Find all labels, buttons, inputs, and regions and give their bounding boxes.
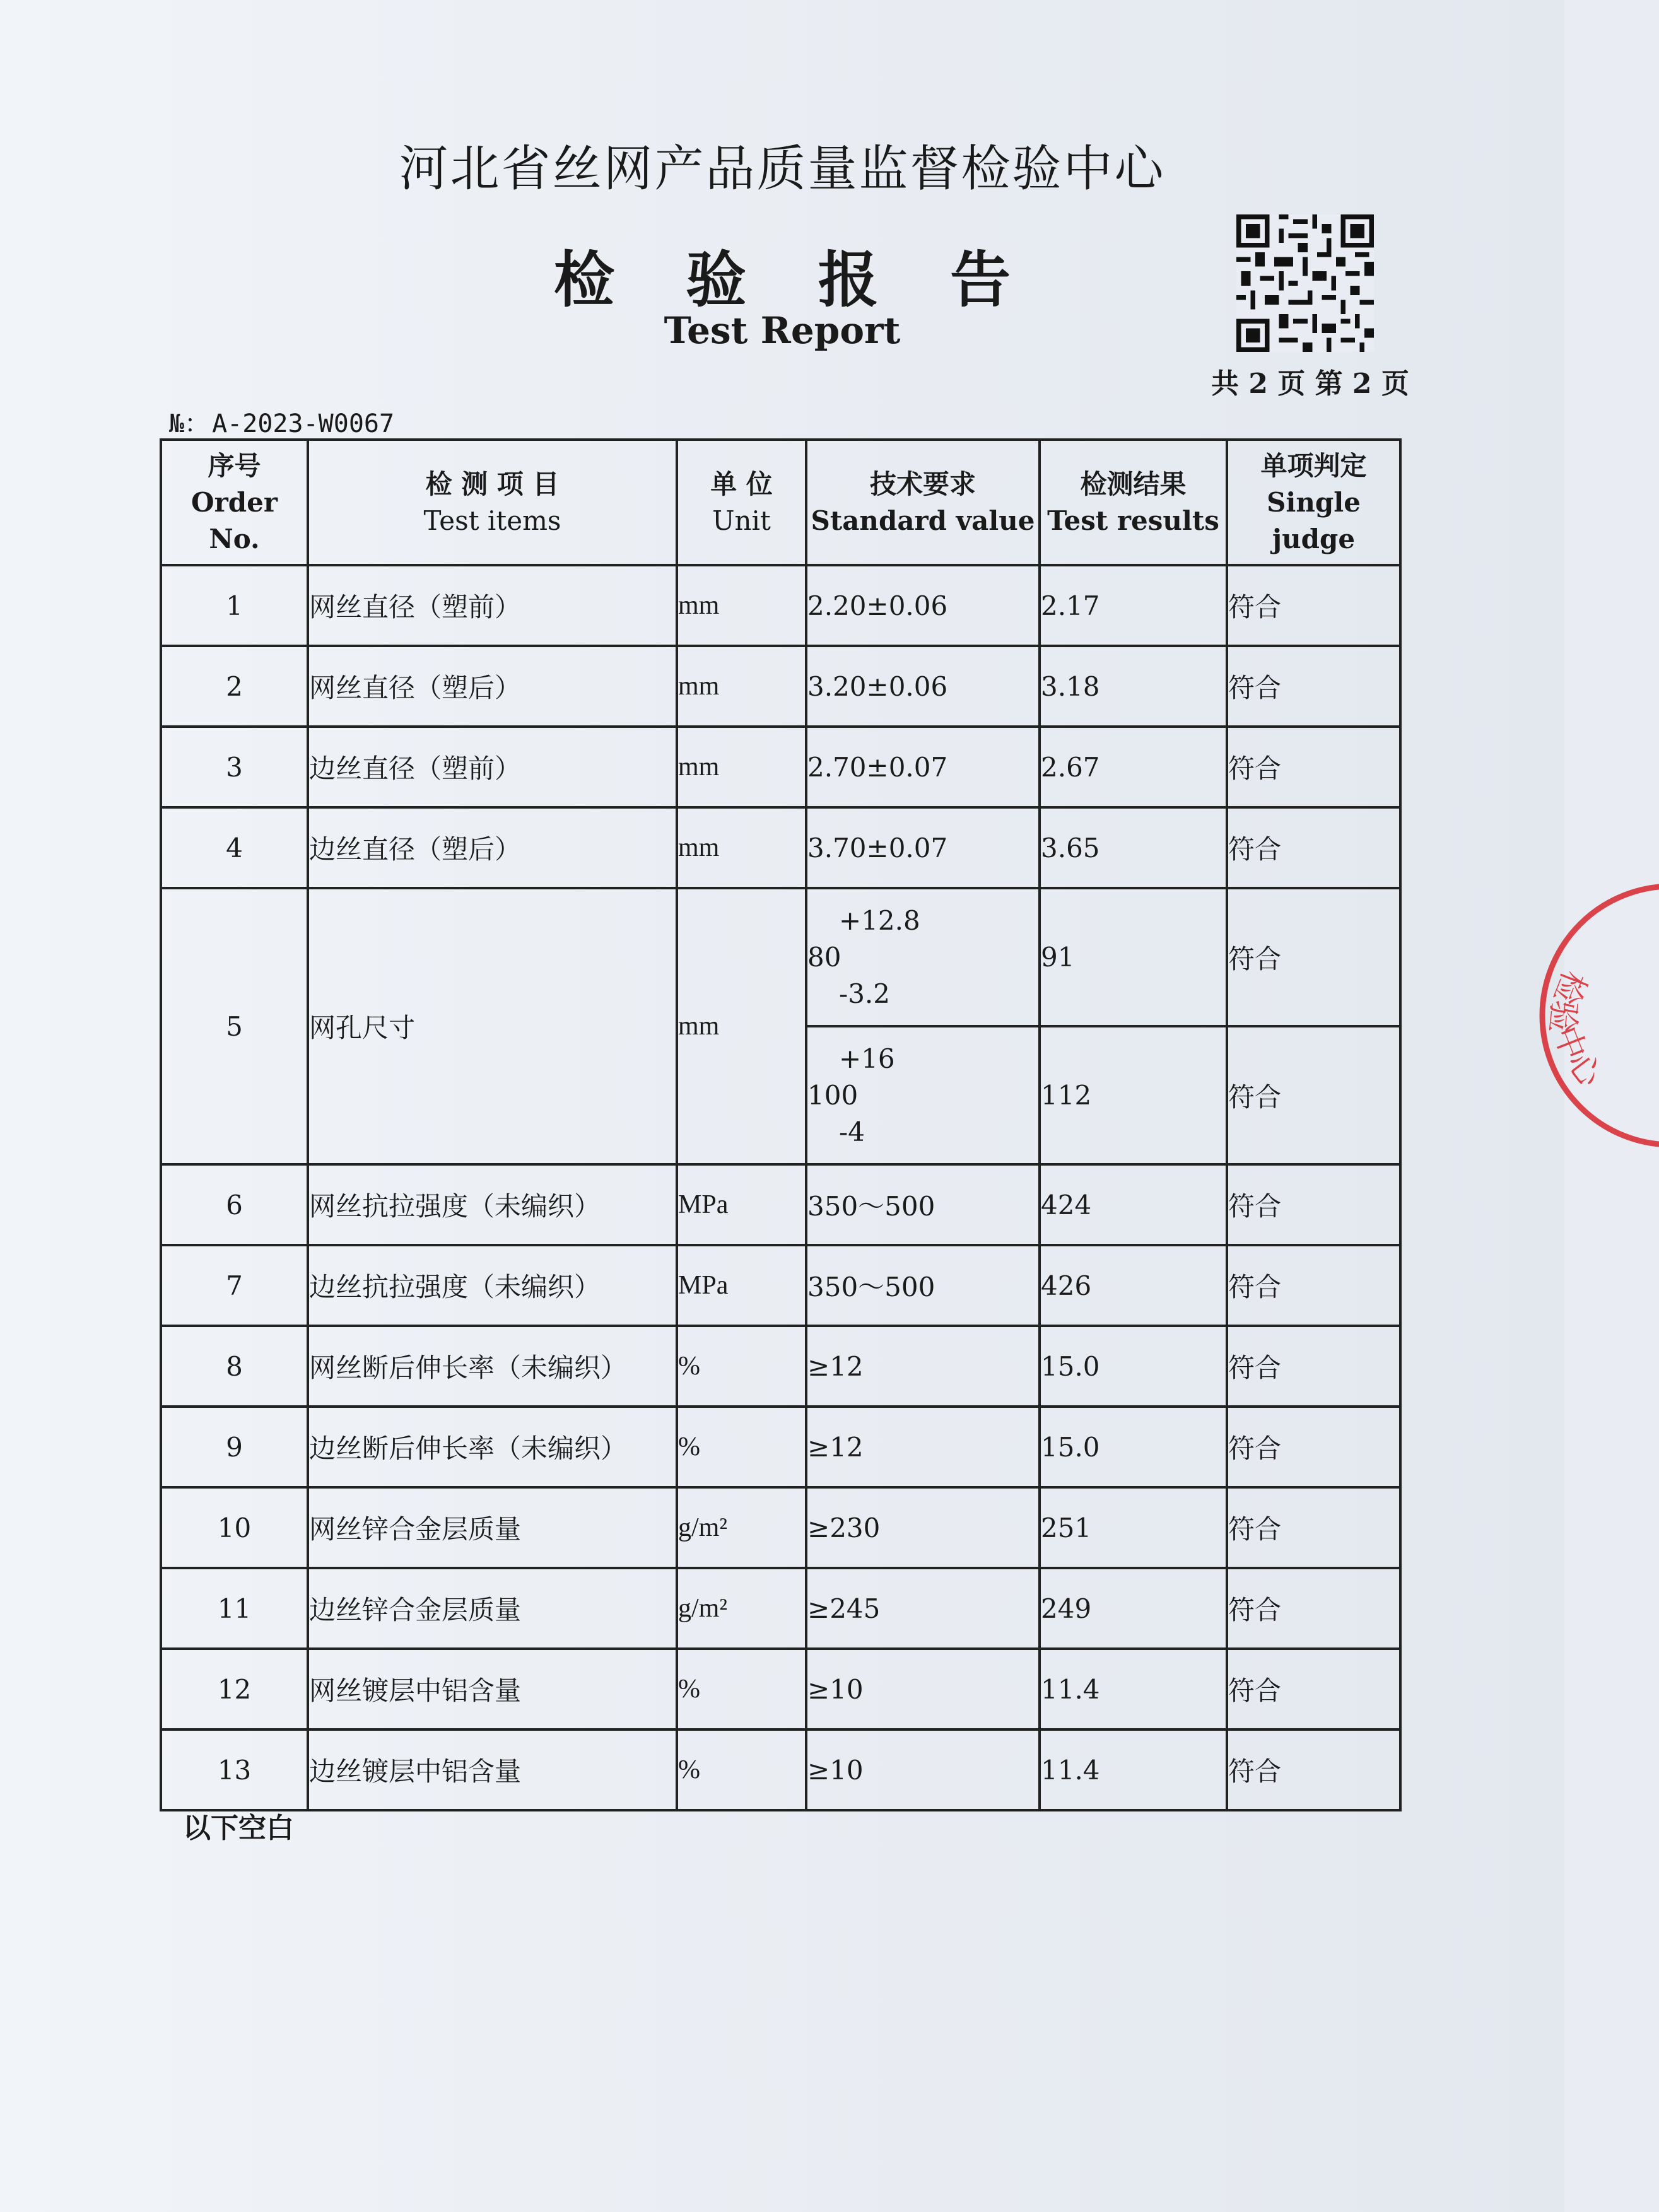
cell-judge: 符合 <box>1227 1487 1400 1568</box>
tolerance-lower: -4 <box>839 1116 865 1147</box>
qr-code-icon <box>1236 214 1374 352</box>
cell-test-item: 网丝直径（塑后） <box>308 646 677 727</box>
tolerance-upper: +12.8 <box>839 904 920 936</box>
cell-order-no: 10 <box>161 1487 308 1568</box>
cell-result: 15.0 <box>1040 1326 1227 1407</box>
seal-text: 检验中心 <box>1542 965 1609 1094</box>
cell-standard: ≥10 <box>806 1729 1040 1810</box>
cell-unit: MPa <box>677 1164 806 1245</box>
table-row <box>161 1326 1400 1407</box>
table-row <box>161 646 1400 727</box>
cell-unit: g/m² <box>677 1568 806 1649</box>
cell-standard: ≥12 <box>806 1407 1040 1487</box>
cell-order-no: 4 <box>161 807 308 888</box>
cell-unit: mm <box>677 646 806 727</box>
report-number <box>169 404 394 440</box>
cell-standard: 3.20±0.06 <box>806 646 1040 727</box>
cell-order-no: 7 <box>161 1245 308 1326</box>
cell-result: 112 <box>1040 1026 1227 1164</box>
cell-test-item: 边丝断后伸长率（未编织） <box>308 1407 677 1487</box>
cell-unit: mm <box>677 807 806 888</box>
table-row <box>161 1649 1400 1729</box>
cell-test-item: 网丝直径（塑前） <box>308 565 677 646</box>
cell-judge: 符合 <box>1227 1326 1400 1407</box>
cell-judge: 符合 <box>1227 1164 1400 1245</box>
cell-order-no: 6 <box>161 1164 308 1245</box>
cell-result: 11.4 <box>1040 1729 1227 1810</box>
cell-judge: 符合 <box>1227 807 1400 888</box>
table-row <box>161 1729 1400 1810</box>
cell-result: 2.67 <box>1040 727 1227 807</box>
cell-standard: 350～500 <box>806 1164 1040 1245</box>
cell-test-item: 边丝抗拉强度（未编织） <box>308 1245 677 1326</box>
cell-order-no: 12 <box>161 1649 308 1729</box>
table-row <box>161 1164 1400 1245</box>
cell-order-no: 1 <box>161 565 308 646</box>
cell-unit: MPa <box>677 1245 806 1326</box>
tolerance-nominal: 100 <box>807 1079 859 1111</box>
cell-standard: ≥245 <box>806 1568 1040 1649</box>
header-unit: 单 位 Unit <box>677 440 806 565</box>
cell-order-no: 8 <box>161 1326 308 1407</box>
table-row <box>161 1487 1400 1568</box>
cell-order-no: 13 <box>161 1729 308 1810</box>
cell-result: 15.0 <box>1040 1407 1227 1487</box>
header-single-judge: 单项判定 Single judge <box>1227 440 1400 565</box>
cell-standard: 3.70±0.07 <box>806 807 1040 888</box>
cell-test-item: 网丝镀层中铝含量 <box>308 1649 677 1729</box>
cell-standard: 350～500 <box>806 1245 1040 1326</box>
cell-result: 424 <box>1040 1164 1227 1245</box>
cell-order-no: 5 <box>161 888 308 1164</box>
cell-test-item: 网孔尺寸 <box>308 888 677 1164</box>
cell-standard: ≥10 <box>806 1649 1040 1729</box>
cell-judge: 符合 <box>1227 1026 1400 1164</box>
cell-order-no: 3 <box>161 727 308 807</box>
official-seal-icon <box>1470 870 1659 1161</box>
table-row <box>161 727 1400 807</box>
cell-judge: 符合 <box>1227 1568 1400 1649</box>
cell-unit: % <box>677 1407 806 1487</box>
cell-unit: % <box>677 1729 806 1810</box>
cell-test-item: 网丝断后伸长率（未编织） <box>308 1326 677 1407</box>
tolerance-upper: +16 <box>839 1043 895 1074</box>
table-header-row <box>161 440 1400 565</box>
cell-unit: mm <box>677 727 806 807</box>
cell-judge: 符合 <box>1227 888 1400 1026</box>
cell-judge: 符合 <box>1227 1245 1400 1326</box>
cell-test-item: 边丝直径（塑前） <box>308 727 677 807</box>
cell-unit: g/m² <box>677 1487 806 1568</box>
cell-unit: % <box>677 1326 806 1407</box>
blank-below-note: 以下空白 <box>183 1812 294 1844</box>
header-test-items: 检 测 项 目 Test items <box>308 440 677 565</box>
table-row <box>161 1245 1400 1326</box>
cell-test-item: 边丝镀层中铝含量 <box>308 1729 677 1810</box>
cell-judge: 符合 <box>1227 565 1400 646</box>
header-order-no: 序号 Order No. <box>161 440 308 565</box>
cell-result: 11.4 <box>1040 1649 1227 1729</box>
cell-standard: ≥230 <box>806 1487 1040 1568</box>
report-title: 检 验 报 告 <box>553 244 1036 315</box>
cell-standard: ≥12 <box>806 1326 1040 1407</box>
cell-unit: % <box>677 1649 806 1729</box>
table-row <box>161 1568 1400 1649</box>
cell-result: 3.18 <box>1040 646 1227 727</box>
cell-result: 3.65 <box>1040 807 1227 888</box>
cell-result: 426 <box>1040 1245 1227 1326</box>
report-number-value: A-2023-W0067 <box>212 409 395 438</box>
table-row <box>161 807 1400 888</box>
organization-name: 河北省丝网产品质量监督检验中心 <box>399 141 1166 197</box>
cell-order-no: 2 <box>161 646 308 727</box>
test-results-table <box>160 438 1402 1811</box>
cell-judge: 符合 <box>1227 1729 1400 1810</box>
cell-result: 249 <box>1040 1568 1227 1649</box>
cell-judge: 符合 <box>1227 727 1400 807</box>
cell-test-item: 网丝锌合金层质量 <box>308 1487 677 1568</box>
cell-standard: 2.20±0.06 <box>806 565 1040 646</box>
cell-judge: 符合 <box>1227 1407 1400 1487</box>
cell-result: 2.17 <box>1040 565 1227 646</box>
cell-unit: mm <box>677 888 806 1164</box>
cell-unit: mm <box>677 565 806 646</box>
table-row <box>161 565 1400 646</box>
cell-judge: 符合 <box>1227 646 1400 727</box>
cell-result: 91 <box>1040 888 1227 1026</box>
table-row <box>161 1407 1400 1487</box>
cell-result: 251 <box>1040 1487 1227 1568</box>
tolerance-nominal: 80 <box>807 941 841 973</box>
report-number-label: №： <box>169 409 210 438</box>
cell-test-item: 边丝锌合金层质量 <box>308 1568 677 1649</box>
cell-order-no: 11 <box>161 1568 308 1649</box>
header-test-results: 检测结果 Test results <box>1040 440 1227 565</box>
header-standard-value: 技术要求 Standard value <box>806 440 1040 565</box>
cell-test-item: 网丝抗拉强度（未编织） <box>308 1164 677 1245</box>
cell-standard-tolerance <box>806 888 1040 1026</box>
report-subtitle: Test Report <box>664 309 901 352</box>
table-row-mesh-size <box>161 888 1400 1026</box>
cell-order-no: 9 <box>161 1407 308 1487</box>
page-info: 共 2 页 第 2 页 <box>1211 368 1409 400</box>
cell-standard: 2.70±0.07 <box>806 727 1040 807</box>
cell-test-item: 边丝直径（塑后） <box>308 807 677 888</box>
cell-standard-tolerance <box>806 1026 1040 1164</box>
cell-judge: 符合 <box>1227 1649 1400 1729</box>
tolerance-lower: -3.2 <box>839 978 890 1009</box>
